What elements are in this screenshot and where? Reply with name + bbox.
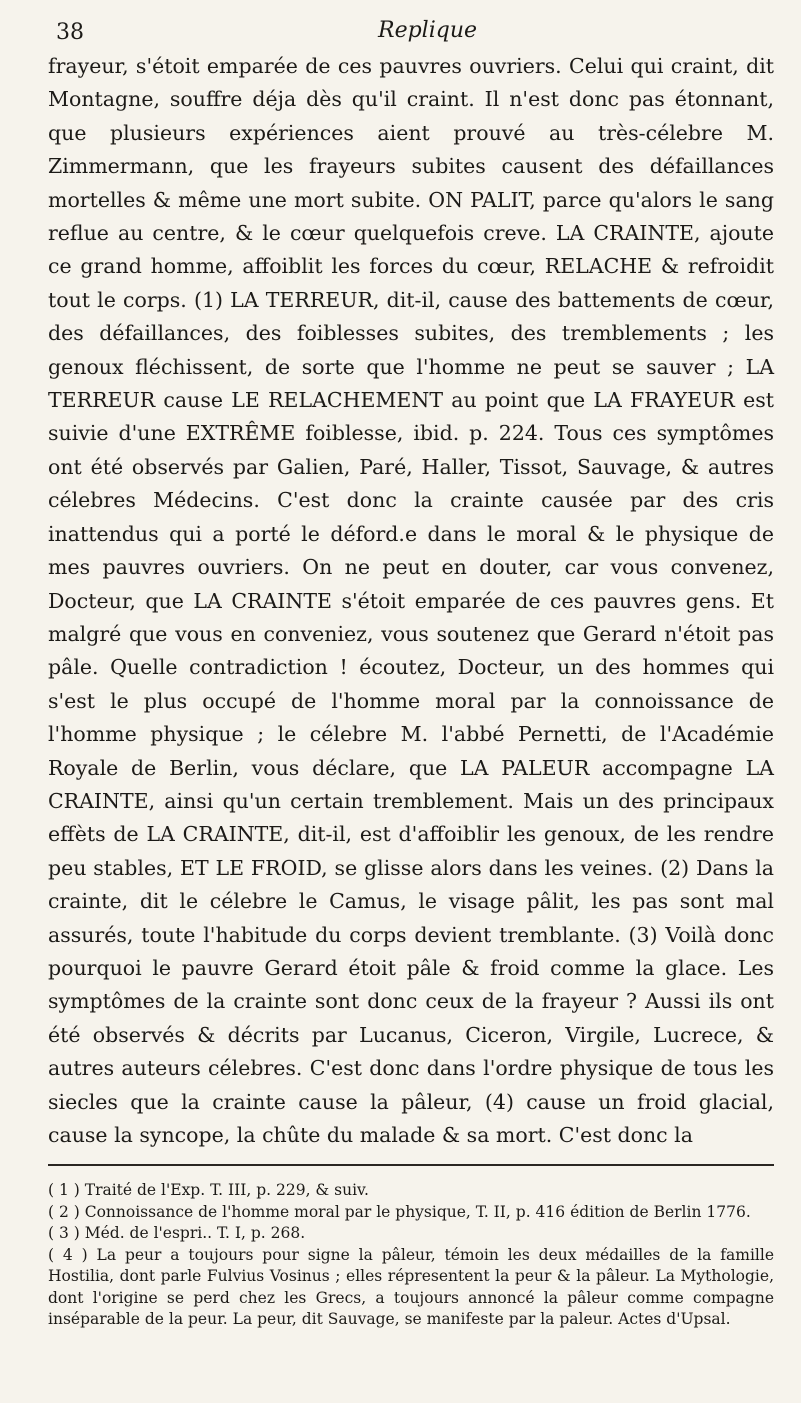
running-head xyxy=(48,16,775,50)
page-number: 38 xyxy=(56,20,84,45)
footnote-rule xyxy=(48,1164,774,1166)
footnote-3: ( 3 ) Méd. de l'espri.. T. I, p. 268. xyxy=(48,1224,306,1243)
body-text: frayeur, s'étoit emparée de ces pauvres ouvriers. Celui qui craint, dit Montagne, souffre déja dès qu'il craint. Il n'est donc pas étonnant, que plusieurs expériences aient prouvé au très-célebre M. Zimmermann, que les frayeurs subites causent des défaillances mortelles & même une mort subite. ON PALIT, parce qu'alors le sang reflue au centre, & le cœur quelquefois creve. LA CRAINTE, ajoute ce grand homme, affoiblit les forces du cœur, RELACHE & refroidit tout le corps. (1) LA TERREUR, dit-il, cause des battements de cœur, des défaillances, des foiblesses subites, des tremblements ; les genoux fléchissent, de sorte que l'homme ne peut se sauver ; LA TERREUR cause LE RELACHEMENT au point que LA FRAYEUR est suivie d'une EXTRÊME foiblesse, ibid. p. 224. Tous ces symptômes ont été observés par Galien, Paré, Haller, Tissot, Sauvage, & autres célebres Médecins. C'est donc la crainte causée par des cris inattendus qui a porté le déford.e dans le moral & le physique de mes pauvres ouvriers. On ne peut en douter, car vous convenez, Docteur, que LA CRAINTE s'étoit emparée de ces pauvres gens. Et malgré que vous en conveniez, vous soutenez que Gerard n'étoit pas pâle. Quelle contradiction ! écoutez, Docteur, un des hommes qui s'est le plus occupé de l'homme moral par la connoissance de l'homme physique ; le célebre M. l'abbé Pernetti, de l'Académie Royale de Berlin, vous déclare, que LA PALEUR accompagne LA CRAINTE, ainsi qu'un certain tremblement. Mais un des principaux effèts de LA CRAINTE, dit-il, est d'affoiblir les genoux, de les rendre peu stables, ET LE FROID, se glisse alors dans les veines. (2) Dans la crainte, dit le célebre le Camus, le visage pâlit, les pas sont mal assurés, toute l'habitude du corps devient tremblante. (3) Voilà donc pourquoi le pauvre Gerard étoit pâle & froid comme la glace. Les symptômes de la crainte sont donc ceux de la frayeur ? Aussi ils ont été observés & décrits par Lucanus, Ciceron, Virgile, Lucrece, & autres auteurs célebres. C'est donc dans l'ordre physique de tous les siecles que la crainte cause la pâleur, (4) cause un froid glacial, cause la syncope, la chûte du malade & sa mort. C'est donc la xyxy=(48,54,774,1147)
footnote-2: ( 2 ) Connoissance de l'homme moral par le physique, T. II, p. 416 édition de Berlin 1776. xyxy=(48,1202,751,1221)
footnote-1: ( 1 ) Traité de l'Exp. T. III, p. 229, & suiv. xyxy=(48,1181,369,1200)
running-title: Replique xyxy=(378,18,478,43)
footnote-4: ( 4 ) La peur a toujours pour signe la pâleur, témoin les deux médailles de la famille Hostilia, dont parle Fulvius Vosinus ; elles répresentent la peur & la pâleur. La Mythologie, dont l'origine se perd chez les Grecs, a toujours annoncé la pâleur comme compagne inséparable de la peur. La peur, dit Sauvage, se manifeste par la paleur. Actes d'Upsal. xyxy=(48,1245,774,1329)
footnotes xyxy=(48,1180,774,1331)
